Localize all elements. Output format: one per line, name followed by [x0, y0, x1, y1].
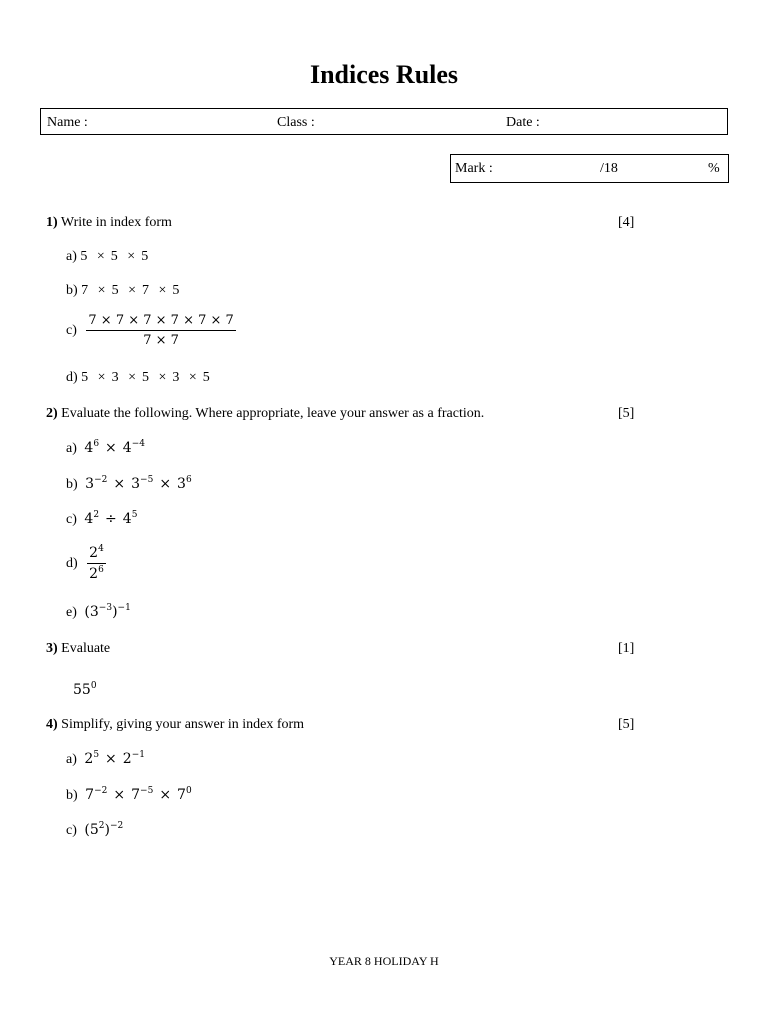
question-text: Write in index form [60, 215, 172, 230]
close-paren: ) [112, 604, 118, 620]
base: 2 [89, 566, 99, 582]
base: 4 [84, 440, 94, 456]
question-number: 2) [46, 406, 58, 421]
times-sign: × [158, 283, 167, 298]
question-1-heading [46, 215, 172, 231]
divide-sign: ÷ [105, 511, 117, 527]
question-1c [66, 313, 236, 348]
base: 7 [177, 787, 186, 803]
times-sign: × [128, 370, 136, 385]
question-3a [73, 682, 97, 699]
open-paren: ( [84, 604, 90, 620]
exponent: 5 [131, 510, 138, 520]
exponent: −2 [109, 821, 124, 831]
exponent: 4 [98, 544, 104, 554]
base: 2 [84, 751, 94, 767]
base: 4 [84, 511, 94, 527]
question-number: 1) [46, 215, 58, 230]
base: 4 [122, 440, 132, 456]
factor: 5 [141, 370, 149, 385]
part-label: c) [66, 322, 77, 338]
question-1a [66, 249, 148, 265]
exponent: 5 [93, 750, 100, 760]
times-sign: × [105, 751, 117, 767]
part-label: a) [66, 441, 77, 456]
times-sign: × [113, 787, 126, 803]
question-text: Simplify, giving your answer in index form [61, 717, 305, 732]
part-label: a) [66, 249, 77, 264]
question-2e [66, 604, 131, 621]
exponent: −5 [140, 475, 154, 485]
times-sign: × [128, 283, 136, 298]
base: 3 [85, 476, 95, 492]
name-label: Name : [47, 115, 88, 130]
fraction-denominator [87, 564, 106, 582]
class-label: Class : [277, 115, 315, 130]
exponent: 0 [185, 786, 192, 796]
factor: 5 [81, 370, 89, 385]
base: 2 [122, 751, 132, 767]
question-4-heading [46, 717, 304, 733]
part-label: a) [66, 752, 77, 767]
mark-box [450, 154, 729, 183]
exponent: −3 [98, 603, 113, 613]
question-1b [66, 283, 179, 299]
base: 4 [122, 511, 132, 527]
times-sign: × [96, 249, 105, 264]
factor: 3 [111, 370, 119, 385]
factor: 7 [141, 283, 149, 298]
factor: 5 [111, 283, 119, 298]
close-paren: ) [104, 822, 110, 838]
base: 3 [177, 476, 186, 492]
question-4a [66, 751, 145, 768]
exponent: −2 [94, 475, 108, 485]
part-label: c) [66, 512, 77, 527]
fraction-denominator: 7 × 7 [143, 333, 179, 348]
exponent: 2 [98, 821, 105, 831]
times-sign: × [97, 283, 106, 298]
fraction-numerator [87, 545, 106, 564]
part-label: e) [66, 605, 77, 620]
page-footer: YEAR 8 HOLIDAY H [329, 954, 439, 968]
factor: 5 [172, 283, 180, 298]
page-title: Indices Rules [309, 60, 459, 89]
part-label: d) [66, 370, 78, 385]
times-sign: × [159, 476, 172, 492]
fraction [86, 313, 235, 348]
times-sign: × [113, 476, 126, 492]
question-2-heading [46, 406, 484, 422]
exponent: −2 [94, 786, 108, 796]
date-label: Date : [506, 115, 540, 130]
student-info-box [40, 108, 728, 135]
factor: 5 [202, 370, 210, 385]
exponent: −5 [140, 786, 154, 796]
question-1d [66, 370, 210, 386]
base: 2 [89, 545, 99, 561]
fraction [87, 545, 106, 582]
exponent: −1 [117, 603, 131, 613]
question-1-marks: [4] [618, 215, 635, 230]
times-sign: × [97, 370, 106, 385]
exponent: 0 [90, 681, 97, 691]
base: 5 [89, 822, 99, 838]
mark-total: /18 [600, 161, 618, 176]
exponent: 2 [93, 510, 100, 520]
part-label: b) [66, 477, 78, 492]
mark-percent: % [708, 161, 720, 176]
mark-label: Mark : [455, 161, 493, 176]
times-sign: × [127, 249, 136, 264]
question-2d [66, 545, 106, 582]
exponent: −1 [131, 750, 145, 760]
question-3-marks: [1] [618, 641, 635, 656]
part-label: d) [66, 555, 78, 571]
exponent: 6 [185, 475, 192, 485]
factor: 5 [141, 249, 149, 264]
base: 55 [73, 682, 91, 698]
base: 7 [85, 787, 95, 803]
question-text: Evaluate [61, 641, 111, 656]
times-sign: × [105, 440, 117, 456]
factor: 3 [172, 370, 180, 385]
exponent: 6 [98, 565, 104, 575]
factor: 5 [110, 249, 118, 264]
question-2-marks: [5] [618, 406, 635, 421]
factor: 5 [80, 249, 88, 264]
part-label: c) [66, 823, 77, 838]
factor: 7 [81, 283, 89, 298]
question-2c [66, 511, 137, 528]
open-paren: ( [84, 822, 90, 838]
times-sign: × [188, 370, 197, 385]
base: 3 [89, 604, 99, 620]
question-3-heading [46, 641, 110, 657]
question-4c [66, 822, 123, 839]
part-label: b) [66, 283, 78, 298]
question-number: 3) [46, 641, 58, 656]
question-number: 4) [46, 717, 58, 732]
question-2a [66, 440, 145, 457]
exponent: 6 [93, 439, 100, 449]
times-sign: × [159, 787, 172, 803]
exponent: −4 [131, 439, 145, 449]
question-2b [66, 476, 192, 493]
question-4-marks: [5] [618, 717, 635, 732]
question-4b [66, 787, 192, 804]
base: 3 [131, 476, 141, 492]
base: 7 [131, 787, 141, 803]
part-label: b) [66, 788, 78, 803]
times-sign: × [158, 370, 167, 385]
question-text: Evaluate the following. Where appropriate, leave your answer as a fraction. [61, 406, 485, 421]
fraction-numerator: 7 × 7 × 7 × 7 × 7 × 7 [86, 313, 235, 331]
